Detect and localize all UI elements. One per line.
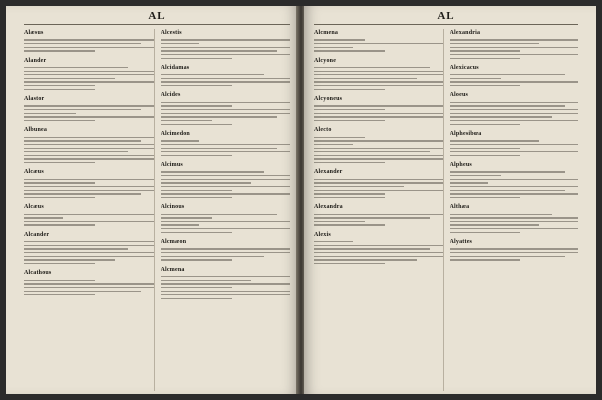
text-line bbox=[450, 248, 579, 249]
text-line bbox=[450, 148, 521, 149]
text-line bbox=[24, 179, 154, 180]
entry-headword: Aloeus bbox=[449, 92, 469, 99]
text-line bbox=[450, 109, 579, 110]
text-line bbox=[314, 193, 385, 194]
text-line bbox=[450, 74, 566, 75]
text-line bbox=[24, 113, 76, 114]
text-line bbox=[450, 186, 579, 187]
text-line bbox=[450, 175, 501, 176]
text-line bbox=[314, 78, 417, 79]
text-line bbox=[161, 78, 291, 79]
entry-headword: Alexandra bbox=[314, 204, 343, 211]
text-line bbox=[161, 105, 232, 106]
dictionary-entry bbox=[24, 168, 154, 198]
text-line bbox=[450, 252, 579, 253]
entry-headword: Alcæus bbox=[24, 169, 44, 176]
entry-body-text bbox=[161, 276, 291, 299]
entry-headword: Alcimus bbox=[160, 162, 183, 169]
text-line bbox=[450, 140, 540, 141]
entry-body-text bbox=[161, 102, 291, 125]
text-line bbox=[314, 43, 443, 44]
entry-headword: Alander bbox=[24, 57, 47, 64]
entry-headword: Alcathous bbox=[24, 270, 52, 277]
text-line bbox=[314, 221, 365, 222]
text-line bbox=[24, 39, 154, 40]
right-column-2 bbox=[450, 29, 579, 391]
entry-body-text bbox=[450, 140, 579, 156]
text-line bbox=[450, 81, 579, 82]
entry-headword: Alcinous bbox=[160, 204, 185, 211]
text-line bbox=[314, 241, 353, 242]
entry-body-text bbox=[450, 74, 579, 86]
text-line bbox=[450, 190, 566, 191]
text-line bbox=[24, 67, 128, 68]
text-line bbox=[24, 148, 154, 149]
text-line bbox=[161, 214, 278, 215]
entry-body-text bbox=[314, 179, 443, 199]
text-line bbox=[161, 43, 200, 44]
dictionary-entry bbox=[161, 238, 291, 261]
left-running-head bbox=[24, 10, 290, 25]
text-line bbox=[161, 124, 232, 125]
text-line bbox=[24, 137, 154, 138]
text-line bbox=[161, 197, 232, 198]
dictionary-entry bbox=[314, 203, 443, 226]
dictionary-entry bbox=[450, 130, 579, 156]
dictionary-entry bbox=[24, 29, 154, 52]
text-line bbox=[450, 155, 521, 156]
text-line bbox=[450, 182, 489, 183]
text-line bbox=[161, 148, 278, 149]
text-line bbox=[161, 298, 232, 299]
text-line bbox=[161, 175, 291, 176]
text-line bbox=[314, 105, 443, 106]
text-line bbox=[450, 228, 579, 229]
text-line bbox=[161, 54, 291, 55]
entry-body-text bbox=[314, 67, 443, 90]
text-line bbox=[24, 144, 154, 145]
entry-headword: Alcmena bbox=[160, 266, 185, 273]
entry-headword: Albunea bbox=[24, 127, 48, 134]
text-line bbox=[24, 280, 95, 281]
text-line bbox=[450, 50, 521, 51]
entry-headword: Alcmæon bbox=[160, 239, 187, 246]
text-line bbox=[450, 259, 521, 260]
text-line bbox=[24, 214, 154, 215]
dictionary-entry bbox=[24, 231, 154, 264]
text-line bbox=[24, 197, 95, 198]
text-line bbox=[450, 224, 540, 225]
text-line bbox=[24, 71, 154, 72]
entry-headword: Alexicacus bbox=[449, 64, 479, 71]
text-line bbox=[314, 217, 430, 218]
dictionary-entry bbox=[450, 203, 579, 233]
text-line bbox=[314, 67, 430, 68]
text-line bbox=[161, 155, 232, 156]
text-line bbox=[161, 140, 200, 141]
dictionary-entry bbox=[24, 126, 154, 163]
entry-body-text bbox=[161, 248, 291, 260]
text-line bbox=[24, 151, 128, 152]
dictionary-entry bbox=[450, 91, 579, 124]
entry-headword: Alyattes bbox=[449, 239, 473, 246]
text-line bbox=[161, 291, 291, 292]
text-line bbox=[24, 162, 95, 163]
entry-body-text bbox=[314, 137, 443, 164]
dictionary-entry bbox=[314, 29, 443, 52]
dictionary-entry bbox=[161, 203, 291, 233]
text-line bbox=[450, 171, 566, 172]
text-line bbox=[24, 78, 115, 79]
text-line bbox=[24, 193, 141, 194]
dictionary-entry bbox=[450, 161, 579, 198]
entry-headword: Alcander bbox=[24, 231, 50, 238]
entry-headword: Alcimedon bbox=[160, 130, 190, 137]
text-line bbox=[450, 214, 553, 215]
text-line bbox=[161, 113, 291, 114]
text-line bbox=[450, 179, 579, 180]
entry-headword: Alpheus bbox=[449, 162, 472, 169]
right-running-head bbox=[314, 10, 578, 25]
left-page-columns bbox=[24, 29, 290, 391]
text-line bbox=[450, 120, 579, 121]
text-line bbox=[24, 74, 154, 75]
text-line bbox=[161, 248, 291, 249]
left-column-1 bbox=[24, 29, 155, 391]
entry-body-text bbox=[24, 67, 154, 90]
text-line bbox=[450, 85, 521, 86]
entry-headword: Alphesibœa bbox=[449, 130, 482, 137]
text-line bbox=[24, 50, 95, 51]
text-line bbox=[314, 256, 443, 257]
text-line bbox=[314, 116, 443, 117]
entry-body-text bbox=[24, 179, 154, 199]
text-line bbox=[314, 39, 365, 40]
entry-body-text bbox=[161, 214, 291, 234]
text-line bbox=[24, 287, 154, 288]
dictionary-entry bbox=[24, 203, 154, 226]
text-line bbox=[161, 102, 291, 103]
text-line bbox=[161, 50, 278, 51]
entry-body-text bbox=[450, 248, 579, 260]
text-line bbox=[450, 151, 579, 152]
text-line bbox=[24, 224, 95, 225]
text-line bbox=[314, 197, 385, 198]
dictionary-entry bbox=[314, 168, 443, 198]
text-line bbox=[450, 221, 579, 222]
text-line bbox=[161, 224, 200, 225]
text-line bbox=[161, 182, 252, 183]
text-line bbox=[161, 232, 232, 233]
text-line bbox=[161, 252, 291, 253]
text-line bbox=[161, 144, 291, 145]
text-line bbox=[450, 102, 579, 103]
text-line bbox=[314, 71, 443, 72]
text-line bbox=[314, 224, 385, 225]
text-line bbox=[314, 144, 353, 145]
text-line bbox=[24, 182, 95, 183]
text-line bbox=[161, 39, 291, 40]
text-line bbox=[24, 120, 95, 121]
text-line bbox=[450, 47, 579, 48]
entry-body-text bbox=[314, 105, 443, 121]
text-line bbox=[24, 109, 141, 110]
text-line bbox=[450, 193, 579, 194]
right-page-columns bbox=[314, 29, 578, 391]
entry-headword: Alexandria bbox=[449, 30, 481, 36]
text-line bbox=[24, 259, 115, 260]
entry-headword: Alcyone bbox=[314, 57, 337, 64]
text-line bbox=[450, 217, 579, 218]
text-line bbox=[314, 155, 443, 156]
text-line bbox=[314, 245, 443, 246]
text-line bbox=[314, 151, 430, 152]
text-line bbox=[24, 47, 154, 48]
right-column-1 bbox=[314, 29, 444, 391]
entry-headword: Alexis bbox=[314, 231, 331, 238]
text-line bbox=[161, 85, 232, 86]
text-line bbox=[314, 259, 417, 260]
text-line bbox=[450, 54, 579, 55]
entry-body-text bbox=[161, 74, 291, 86]
text-line bbox=[24, 85, 95, 86]
text-line bbox=[161, 287, 232, 288]
text-line bbox=[450, 78, 501, 79]
entry-headword: Alexander bbox=[314, 169, 343, 176]
text-line bbox=[24, 190, 154, 191]
text-line bbox=[450, 197, 521, 198]
entry-body-text bbox=[161, 171, 291, 198]
left-running-head-title: AL bbox=[148, 10, 166, 22]
entry-body-text bbox=[314, 214, 443, 226]
entry-body-text bbox=[450, 39, 579, 59]
entry-headword: Alastor bbox=[24, 96, 45, 103]
text-line bbox=[314, 81, 443, 82]
text-line bbox=[161, 120, 213, 121]
entry-body-text bbox=[24, 214, 154, 226]
right-page bbox=[304, 6, 596, 394]
text-line bbox=[314, 85, 443, 86]
entry-headword: Alcmena bbox=[314, 30, 339, 36]
text-line bbox=[161, 171, 265, 172]
entry-body-text bbox=[450, 102, 579, 125]
text-line bbox=[24, 221, 154, 222]
text-line bbox=[314, 158, 443, 159]
entry-headword: Alcidamas bbox=[160, 64, 190, 71]
entry-body-text bbox=[161, 140, 291, 156]
text-line bbox=[24, 241, 154, 242]
dictionary-entry bbox=[161, 29, 291, 59]
dictionary-entry bbox=[314, 126, 443, 163]
text-line bbox=[450, 39, 579, 40]
dictionary-entry bbox=[161, 161, 291, 198]
text-line bbox=[314, 182, 443, 183]
text-line bbox=[450, 256, 566, 257]
text-line bbox=[314, 190, 443, 191]
text-line bbox=[314, 47, 353, 48]
text-line bbox=[314, 263, 385, 264]
text-line bbox=[24, 263, 95, 264]
text-line bbox=[24, 294, 95, 295]
text-line bbox=[24, 105, 154, 106]
entry-body-text bbox=[450, 214, 579, 234]
entry-body-text bbox=[314, 39, 443, 51]
text-line bbox=[314, 214, 443, 215]
text-line bbox=[314, 162, 385, 163]
text-line bbox=[314, 74, 443, 75]
text-line bbox=[24, 291, 141, 292]
dictionary-entry bbox=[450, 64, 579, 87]
text-line bbox=[450, 232, 521, 233]
entry-body-text bbox=[24, 105, 154, 121]
dictionary-entry bbox=[161, 266, 291, 299]
text-line bbox=[24, 256, 154, 257]
entry-body-text bbox=[24, 137, 154, 164]
text-line bbox=[161, 221, 291, 222]
text-line bbox=[314, 113, 443, 114]
text-line bbox=[161, 81, 291, 82]
dictionary-entry bbox=[450, 29, 579, 59]
text-line bbox=[24, 155, 154, 156]
text-line bbox=[161, 217, 213, 218]
entry-body-text bbox=[24, 280, 154, 296]
text-line bbox=[24, 116, 154, 117]
text-line bbox=[161, 256, 265, 257]
dictionary-entry bbox=[24, 57, 154, 90]
text-line bbox=[314, 140, 443, 141]
text-line bbox=[161, 283, 291, 284]
book-spread bbox=[6, 6, 596, 394]
text-line bbox=[450, 105, 566, 106]
text-line bbox=[314, 148, 443, 149]
text-line bbox=[161, 259, 232, 260]
text-line bbox=[24, 245, 154, 246]
left-column-2 bbox=[161, 29, 291, 391]
text-line bbox=[24, 248, 128, 249]
entry-headword: Alcides bbox=[160, 92, 181, 99]
text-line bbox=[314, 137, 365, 138]
text-line bbox=[314, 248, 430, 249]
text-line bbox=[161, 47, 291, 48]
right-running-head-title: AL bbox=[437, 10, 455, 22]
entry-body-text bbox=[314, 241, 443, 264]
dictionary-entry bbox=[24, 269, 154, 295]
text-line bbox=[450, 144, 579, 145]
text-line bbox=[161, 116, 278, 117]
text-line bbox=[161, 179, 291, 180]
text-line bbox=[161, 280, 252, 281]
text-line bbox=[24, 158, 154, 159]
left-page bbox=[6, 6, 298, 394]
dictionary-entry bbox=[161, 64, 291, 87]
text-line bbox=[450, 124, 521, 125]
text-line bbox=[24, 283, 154, 284]
text-line bbox=[24, 81, 154, 82]
text-line bbox=[450, 43, 540, 44]
text-line bbox=[450, 116, 553, 117]
entry-headword: Alecto bbox=[314, 127, 332, 134]
text-line bbox=[314, 179, 443, 180]
text-line bbox=[314, 120, 385, 121]
text-line bbox=[24, 89, 95, 90]
dictionary-entry bbox=[314, 95, 443, 121]
text-line bbox=[314, 109, 385, 110]
text-line bbox=[314, 50, 385, 51]
text-line bbox=[161, 193, 291, 194]
entry-body-text bbox=[450, 171, 579, 198]
text-line bbox=[450, 113, 579, 114]
text-line bbox=[161, 276, 291, 277]
dictionary-entry bbox=[161, 130, 291, 156]
text-line bbox=[161, 228, 291, 229]
text-line bbox=[314, 252, 443, 253]
text-line bbox=[450, 58, 521, 59]
entry-headword: Althæa bbox=[449, 204, 470, 211]
text-line bbox=[161, 74, 265, 75]
text-line bbox=[24, 186, 154, 187]
dictionary-entry bbox=[24, 95, 154, 121]
entry-headword: Alcestis bbox=[160, 30, 182, 36]
entry-body-text bbox=[24, 39, 154, 51]
dictionary-entry bbox=[314, 57, 443, 90]
entry-headword: Alcæus bbox=[24, 204, 44, 211]
text-line bbox=[314, 186, 404, 187]
text-line bbox=[24, 252, 154, 253]
entry-headword: Alæsus bbox=[24, 30, 44, 36]
text-line bbox=[314, 89, 385, 90]
entry-body-text bbox=[24, 241, 154, 264]
entry-headword: Alcyoneus bbox=[314, 96, 343, 103]
entry-body-text bbox=[161, 39, 291, 59]
text-line bbox=[161, 151, 291, 152]
text-line bbox=[24, 140, 141, 141]
dictionary-entry bbox=[314, 231, 443, 264]
text-line bbox=[161, 294, 291, 295]
text-line bbox=[161, 58, 232, 59]
text-line bbox=[24, 217, 63, 218]
text-line bbox=[24, 43, 141, 44]
dictionary-entry bbox=[161, 91, 291, 124]
text-line bbox=[161, 186, 291, 187]
text-line bbox=[161, 109, 291, 110]
dictionary-entry bbox=[450, 238, 579, 261]
text-line bbox=[161, 190, 232, 191]
